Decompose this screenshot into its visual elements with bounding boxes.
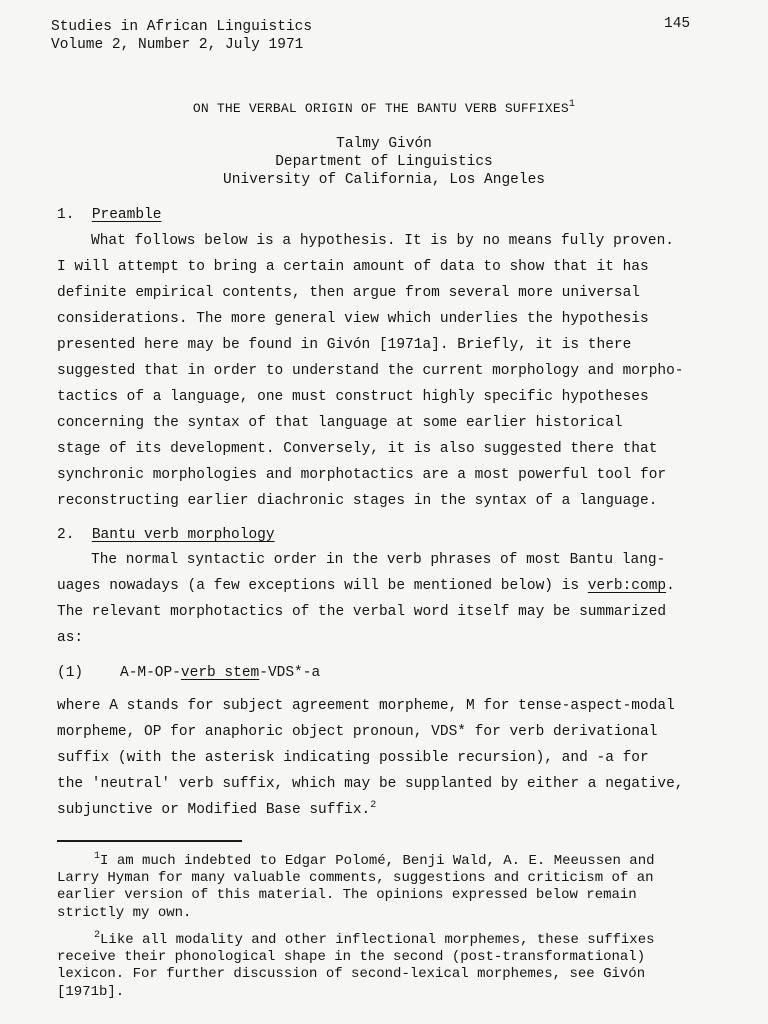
footnote-2-mark: 2 <box>370 800 377 811</box>
paragraph-line: The relevant morphotactics of the verbal word itself may be summarized <box>57 604 667 620</box>
author-name: Talmy Givón <box>336 136 432 152</box>
footnote-line: Larry Hyman for many valuable comments, suggestions and criticism of an <box>57 870 654 887</box>
verb-comp-term: verb:comp <box>587 578 667 594</box>
paragraph-line: where A stands for subject agreement morpheme, M for tense-aspect-modal <box>57 698 675 714</box>
morphotactic-formula: A-M-OP-verb stem-VDS*-a <box>120 665 321 681</box>
paragraph-line: suggested that in order to understand the current morphology and morpho- <box>57 363 684 379</box>
paragraph-line: What follows below is a hypothesis. It is by no means fully proven. <box>91 233 674 249</box>
paragraph-line: synchronic morphologies and morphotactics are a most powerful tool for <box>57 467 667 483</box>
paragraph-line: morpheme, OP for anaphoric object pronoun, VDS* for verb derivational <box>57 724 658 740</box>
section-2-paragraph <box>57 547 675 651</box>
paper-title: ON THE VERBAL ORIGIN OF THE BANTU VERB SUFFIXES$^1$ <box>192 99 576 116</box>
section-1-paragraph <box>57 228 684 514</box>
footnote-line: receive their phonological shape in the second (post-transformational) <box>57 949 646 966</box>
author-department: Department of Linguistics <box>275 154 493 170</box>
section-1-heading: 1. Preamble <box>57 207 162 223</box>
footnote-line: $^2$Like all modality and other inflectional morphemes, these suffixes <box>94 930 655 948</box>
paragraph-line: stage of its development. Conversely, it is also suggested there that <box>57 441 658 457</box>
paragraph-line: uages nowadays (a few exceptions will be mentioned below) is verb:comp. <box>57 578 675 594</box>
paragraph-line: I will attempt to bring a certain amount of data to show that it has <box>57 259 649 275</box>
footnote-line: earlier version of this material. The opinions expressed below remain <box>57 887 637 904</box>
title-footnote-mark: 1 <box>568 99 576 110</box>
page-number: 145 <box>664 16 691 32</box>
footnote-separator <box>57 840 242 842</box>
formula-label: (1) <box>57 665 84 681</box>
paragraph-line: reconstructing earlier diachronic stages in the syntax of a language. <box>57 493 658 509</box>
paragraph-line: suffix (with the asterisk indicating possible recursion), and -a for <box>57 750 649 766</box>
paragraph-line: presented here may be found in Givón [1971a]. Briefly, it is there <box>57 337 632 353</box>
author-university: University of California, Los Angeles <box>223 172 545 188</box>
section-2-heading: 2. Bantu verb morphology <box>57 527 275 543</box>
footnote-line: $^1$I am much indebted to Edgar Polomé, Benji Wald, A. E. Meeussen and <box>94 851 655 869</box>
footnote-2 <box>57 932 655 1001</box>
paragraph-line: definite empirical contents, then argue from several more universal <box>57 285 640 301</box>
volume-info: Volume 2, Number 2, July 1971 <box>51 37 304 53</box>
paragraph-line: the 'neutral' verb suffix, which may be supplanted by either a negative, <box>57 776 684 792</box>
footnote-line: [1971b]. <box>57 983 125 1000</box>
paragraph-line: subjunctive or Modified Base suffix.$^2$ <box>57 800 377 818</box>
paragraph-line: as: <box>57 630 84 646</box>
footnote-line: lexicon. For further discussion of second-lexical morphemes, see Givón <box>57 966 646 983</box>
paragraph-line: considerations. The more general view which underlies the hypothesis <box>57 311 649 327</box>
journal-name: Studies in African Linguistics <box>51 19 313 35</box>
formula-explanation-paragraph <box>57 693 684 823</box>
paragraph-line: tactics of a language, one must construct highly specific hypotheses <box>57 389 649 405</box>
footnote-1 <box>57 853 655 922</box>
paragraph-line: concerning the syntax of that language at some earlier historical <box>57 415 623 431</box>
footnote-line: strictly my own. <box>57 904 192 921</box>
paragraph-line: The normal syntactic order in the verb phrases of most Bantu lang- <box>91 552 666 568</box>
